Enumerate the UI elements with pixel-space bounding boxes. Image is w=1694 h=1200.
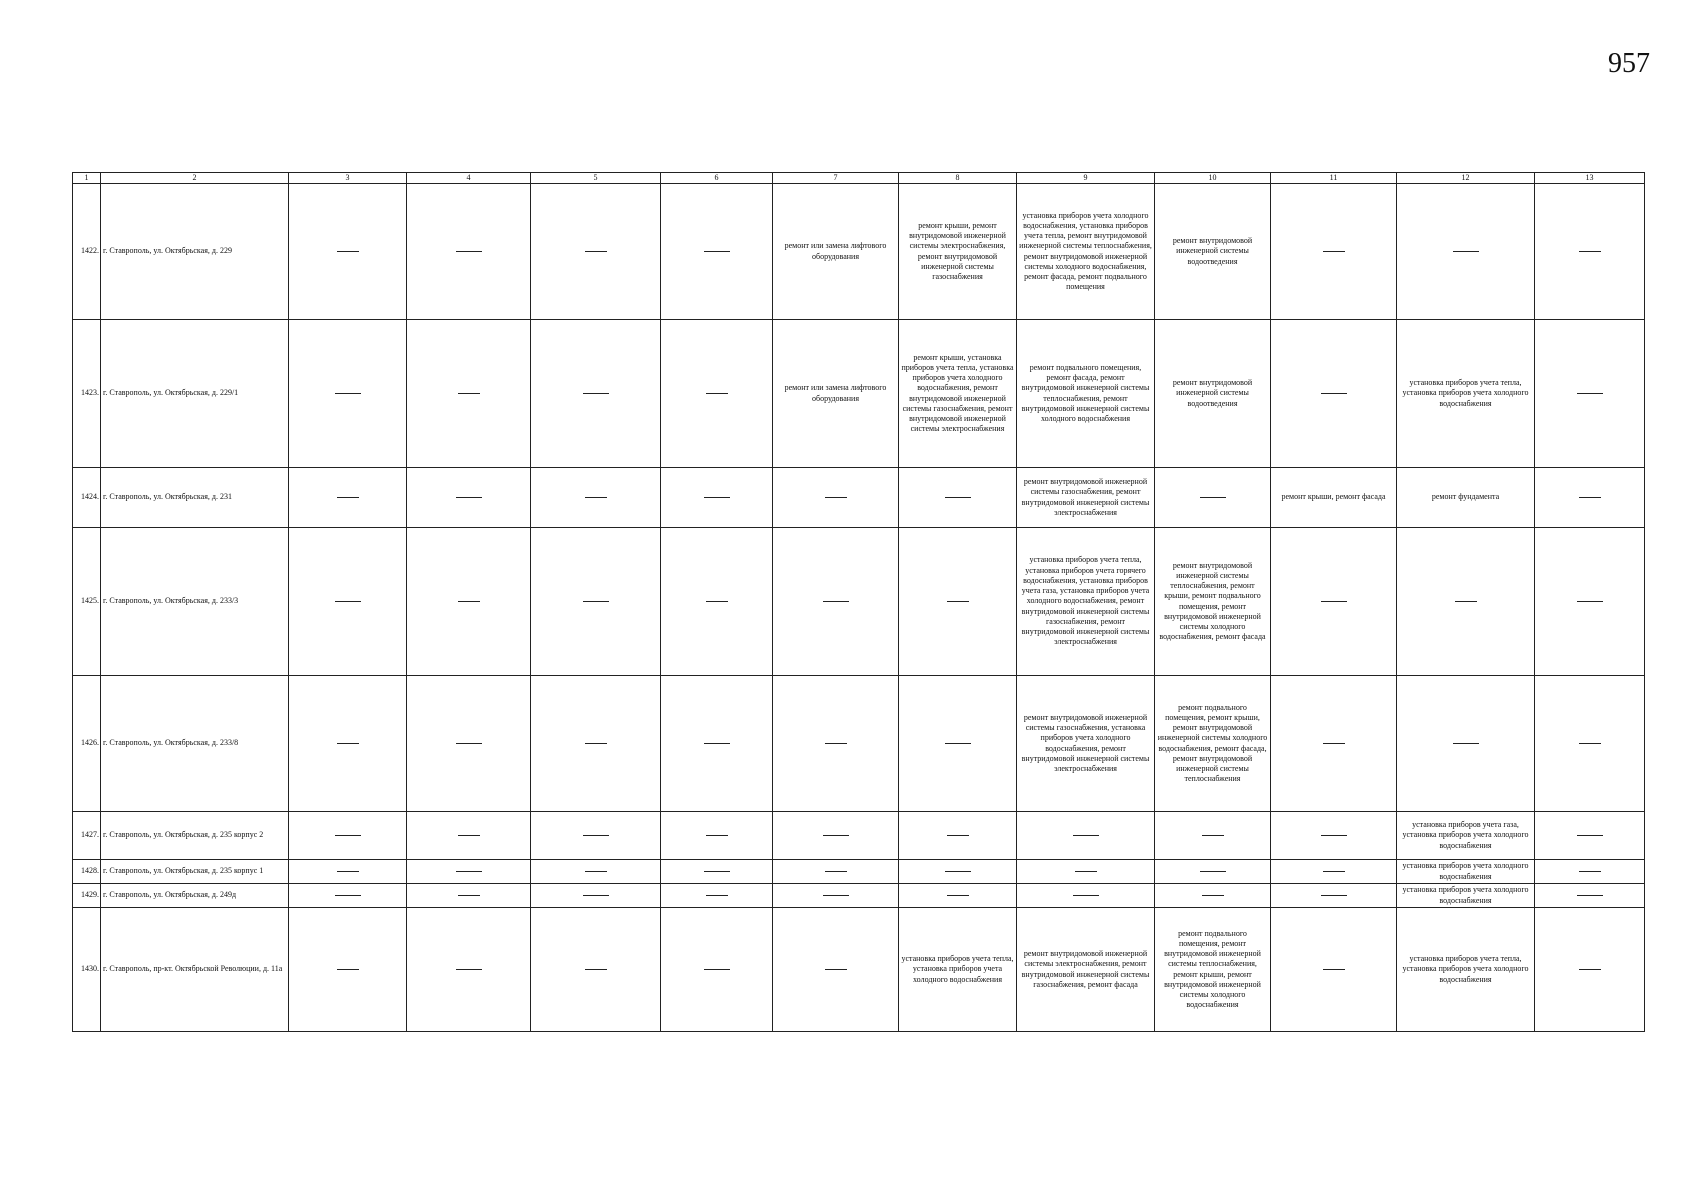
work-cell: ремонт или замена лифтового оборудования <box>773 184 899 320</box>
table-row <box>73 184 1645 320</box>
empty-cell <box>531 884 661 908</box>
empty-cell <box>1155 884 1271 908</box>
column-number-cell: 13 <box>1535 173 1645 184</box>
dash-mark <box>1579 871 1601 872</box>
work-cell: ремонт подвального помещения, ремонт фасада, ремонт внутридомовой инженерной системы теплоснабжения, ремонт внутридомовой инженерной системы холодного водоснабжения <box>1017 320 1155 468</box>
empty-cell <box>531 812 661 860</box>
dash-mark <box>1323 743 1345 744</box>
empty-cell <box>1155 468 1271 528</box>
dash-mark <box>945 871 971 872</box>
address-cell: г. Ставрополь, ул. Октябрьская, д. 249д <box>101 884 289 908</box>
empty-cell <box>1271 812 1397 860</box>
row-number-cell: 1424. <box>73 468 101 528</box>
register-table <box>72 172 1645 1032</box>
dash-mark <box>456 871 482 872</box>
empty-cell <box>1017 884 1155 908</box>
row-number-cell: 1429. <box>73 884 101 908</box>
dash-mark <box>335 835 361 836</box>
empty-cell <box>289 860 407 884</box>
empty-cell <box>661 320 773 468</box>
empty-cell <box>531 468 661 528</box>
dash-mark <box>1323 871 1345 872</box>
empty-cell <box>1397 528 1535 676</box>
dash-mark <box>823 601 849 602</box>
dash-mark <box>456 251 482 252</box>
dash-mark <box>947 895 969 896</box>
work-cell: установка приборов учета тепла, установка приборов учета холодного водоснабжения <box>1397 320 1535 468</box>
empty-cell <box>407 908 531 1032</box>
table-row <box>73 320 1645 468</box>
empty-cell <box>773 528 899 676</box>
dash-mark <box>583 835 609 836</box>
empty-cell <box>1155 860 1271 884</box>
dash-mark <box>585 497 607 498</box>
column-number-cell: 3 <box>289 173 407 184</box>
empty-cell <box>1271 676 1397 812</box>
work-cell: установка приборов учета тепла, установка приборов учета холодного водоснабжения <box>899 908 1017 1032</box>
empty-cell <box>1271 184 1397 320</box>
empty-cell <box>773 884 899 908</box>
column-number-cell: 1 <box>73 173 101 184</box>
empty-cell <box>661 676 773 812</box>
empty-cell <box>289 320 407 468</box>
dash-mark <box>825 497 847 498</box>
dash-mark <box>1073 835 1099 836</box>
dash-mark <box>1075 871 1097 872</box>
empty-cell <box>1535 184 1645 320</box>
dash-mark <box>1577 835 1603 836</box>
work-cell: установка приборов учета холодного водоснабжения <box>1397 884 1535 908</box>
dash-mark <box>1577 393 1603 394</box>
row-number-cell: 1426. <box>73 676 101 812</box>
column-number-cell: 4 <box>407 173 531 184</box>
table-row <box>73 908 1645 1032</box>
dash-mark <box>1073 895 1099 896</box>
empty-cell <box>531 860 661 884</box>
dash-mark <box>1200 497 1226 498</box>
dash-mark <box>458 601 480 602</box>
empty-cell <box>661 860 773 884</box>
work-cell: ремонт внутридомовой инженерной системы водоотведения <box>1155 184 1271 320</box>
empty-cell <box>407 812 531 860</box>
column-number-cell: 11 <box>1271 173 1397 184</box>
work-cell: установка приборов учета тепла, установка приборов учета холодного водоснабжения <box>1397 908 1535 1032</box>
column-number-cell: 8 <box>899 173 1017 184</box>
dash-mark <box>1321 601 1347 602</box>
empty-cell <box>899 860 1017 884</box>
row-number-cell: 1423. <box>73 320 101 468</box>
column-number-cell: 12 <box>1397 173 1535 184</box>
dash-mark <box>825 969 847 970</box>
dash-mark <box>704 871 730 872</box>
dash-mark <box>945 497 971 498</box>
work-cell: ремонт внутридомовой инженерной системы водоотведения <box>1155 320 1271 468</box>
address-cell: г. Ставрополь, ул. Октябрьская, д. 233/8 <box>101 676 289 812</box>
table-row <box>73 860 1645 884</box>
dash-mark <box>704 251 730 252</box>
work-cell: ремонт внутридомовой инженерной системы газоснабжения, ремонт внутридомовой инженерной системы электроснабжения <box>1017 468 1155 528</box>
row-number-cell: 1428. <box>73 860 101 884</box>
dash-mark <box>1321 895 1347 896</box>
empty-cell <box>407 468 531 528</box>
empty-cell <box>407 676 531 812</box>
dash-mark <box>1321 393 1347 394</box>
dash-mark <box>704 969 730 970</box>
row-number-cell: 1430. <box>73 908 101 1032</box>
dash-mark <box>1321 835 1347 836</box>
empty-cell <box>1535 884 1645 908</box>
empty-cell <box>899 528 1017 676</box>
empty-cell <box>1271 884 1397 908</box>
dash-mark <box>823 895 849 896</box>
empty-cell <box>289 884 407 908</box>
dash-mark <box>706 835 728 836</box>
dash-mark <box>945 743 971 744</box>
empty-cell <box>407 528 531 676</box>
address-cell: г. Ставрополь, ул. Октябрьская, д. 235 корпус 1 <box>101 860 289 884</box>
column-number-cell: 6 <box>661 173 773 184</box>
address-cell: г. Ставрополь, ул. Октябрьская, д. 231 <box>101 468 289 528</box>
empty-cell <box>661 528 773 676</box>
work-cell: ремонт подвального помещения, ремонт крыши, ремонт внутридомовой инженерной системы холодного водоснабжения, ремонт фасада, ремонт внутридомовой инженерной системы теплоснабжения <box>1155 676 1271 812</box>
work-cell: ремонт крыши, ремонт внутридомовой инженерной системы электроснабжения, ремонт внутридомовой инженерной системы газоснабжения <box>899 184 1017 320</box>
table-row <box>73 884 1645 908</box>
empty-cell <box>531 320 661 468</box>
dash-mark <box>947 835 969 836</box>
dash-mark <box>585 969 607 970</box>
work-cell: ремонт внутридомовой инженерной системы электроснабжения, ремонт внутридомовой инженерной системы газоснабжения, ремонт фасада <box>1017 908 1155 1032</box>
dash-mark <box>1455 601 1477 602</box>
empty-cell <box>1535 320 1645 468</box>
empty-cell <box>661 184 773 320</box>
dash-mark <box>335 895 361 896</box>
address-cell: г. Ставрополь, ул. Октябрьская, д. 229/1 <box>101 320 289 468</box>
table-row <box>73 528 1645 676</box>
dash-mark <box>1200 871 1226 872</box>
work-cell: ремонт внутридомовой инженерной системы теплоснабжения, ремонт крыши, ремонт подвального помещения, ремонт внутридомовой инженерной системы холодного водоснабжения, ремонт фасада <box>1155 528 1271 676</box>
empty-cell <box>1535 528 1645 676</box>
address-cell: г. Ставрополь, ул. Октябрьская, д. 235 корпус 2 <box>101 812 289 860</box>
empty-cell <box>661 468 773 528</box>
dash-mark <box>585 871 607 872</box>
row-number-cell: 1422. <box>73 184 101 320</box>
dash-mark <box>1453 251 1479 252</box>
empty-cell <box>1535 468 1645 528</box>
dash-mark <box>583 895 609 896</box>
empty-cell <box>407 884 531 908</box>
empty-cell <box>289 908 407 1032</box>
dash-mark <box>337 251 359 252</box>
dash-mark <box>947 601 969 602</box>
empty-cell <box>1271 528 1397 676</box>
page-number: 957 <box>1608 48 1650 79</box>
dash-mark <box>458 835 480 836</box>
empty-cell <box>1397 676 1535 812</box>
dash-mark <box>1202 835 1224 836</box>
dash-mark <box>1202 895 1224 896</box>
column-number-row <box>73 173 1645 184</box>
dash-mark <box>704 743 730 744</box>
empty-cell <box>531 908 661 1032</box>
dash-mark <box>1453 743 1479 744</box>
empty-cell <box>289 676 407 812</box>
empty-cell <box>531 528 661 676</box>
empty-cell <box>899 676 1017 812</box>
work-cell: ремонт крыши, ремонт фасада <box>1271 468 1397 528</box>
empty-cell <box>289 812 407 860</box>
dash-mark <box>335 601 361 602</box>
row-number-cell: 1425. <box>73 528 101 676</box>
empty-cell <box>899 812 1017 860</box>
empty-cell <box>773 812 899 860</box>
empty-cell <box>661 812 773 860</box>
dash-mark <box>706 393 728 394</box>
work-cell: ремонт фундамента <box>1397 468 1535 528</box>
dash-mark <box>706 601 728 602</box>
work-cell: ремонт крыши, установка приборов учета тепла, установка приборов учета холодного водоснабжения, ремонт внутридомовой инженерной системы газоснабжения, ремонт внутридомовой инженерной системы электроснабжения <box>899 320 1017 468</box>
empty-cell <box>289 468 407 528</box>
address-cell: г. Ставрополь, ул. Октябрьская, д. 229 <box>101 184 289 320</box>
dash-mark <box>706 895 728 896</box>
dash-mark <box>585 251 607 252</box>
dash-mark <box>337 743 359 744</box>
column-number-cell: 2 <box>101 173 289 184</box>
empty-cell <box>1271 908 1397 1032</box>
column-number-cell: 5 <box>531 173 661 184</box>
column-number-cell: 10 <box>1155 173 1271 184</box>
table-row <box>73 676 1645 812</box>
row-number-cell: 1427. <box>73 812 101 860</box>
empty-cell <box>531 184 661 320</box>
work-cell: установка приборов учета холодного водоснабжения <box>1397 860 1535 884</box>
empty-cell <box>407 184 531 320</box>
dash-mark <box>1579 251 1601 252</box>
empty-cell <box>773 468 899 528</box>
dash-mark <box>825 743 847 744</box>
dash-mark <box>458 393 480 394</box>
work-cell: установка приборов учета холодного водоснабжения, установка приборов учета тепла, ремонт внутридомовой инженерной системы теплоснабжения, ремонт внутридомовой инженерной системы холодного водоснабжения, ремонт фасада, ремонт подвального помещения <box>1017 184 1155 320</box>
work-cell: ремонт или замена лифтового оборудования <box>773 320 899 468</box>
dash-mark <box>1323 969 1345 970</box>
dash-mark <box>1579 743 1601 744</box>
dash-mark <box>823 835 849 836</box>
dash-mark <box>583 393 609 394</box>
dash-mark <box>1323 251 1345 252</box>
empty-cell <box>661 908 773 1032</box>
empty-cell <box>1155 812 1271 860</box>
empty-cell <box>1535 676 1645 812</box>
empty-cell <box>773 676 899 812</box>
empty-cell <box>1535 860 1645 884</box>
empty-cell <box>407 860 531 884</box>
dash-mark <box>335 393 361 394</box>
work-cell: установка приборов учета тепла, установка приборов учета горячего водоснабжения, установка приборов учета газа, установка приборов учета холодного водоснабжения, ремонт внутридомовой инженерной системы газоснабжения, ремонт внутридомовой инженерной системы электроснабжения <box>1017 528 1155 676</box>
empty-cell <box>289 528 407 676</box>
dash-mark <box>337 497 359 498</box>
work-cell: установка приборов учета газа, установка приборов учета холодного водоснабжения <box>1397 812 1535 860</box>
dash-mark <box>1577 895 1603 896</box>
empty-cell <box>661 884 773 908</box>
dash-mark <box>1579 497 1601 498</box>
dash-mark <box>337 871 359 872</box>
empty-cell <box>289 184 407 320</box>
empty-cell <box>1535 812 1645 860</box>
dash-mark <box>456 743 482 744</box>
table-row <box>73 812 1645 860</box>
dash-mark <box>1579 969 1601 970</box>
empty-cell <box>773 908 899 1032</box>
empty-cell <box>773 860 899 884</box>
dash-mark <box>1577 601 1603 602</box>
dash-mark <box>458 895 480 896</box>
dash-mark <box>825 871 847 872</box>
dash-mark <box>456 497 482 498</box>
work-cell: ремонт подвального помещения, ремонт внутридомовой инженерной системы теплоснабжения, ремонт крыши, ремонт внутридомовой инженерной системы холодного водоснабжения <box>1155 908 1271 1032</box>
empty-cell <box>1397 184 1535 320</box>
empty-cell <box>899 468 1017 528</box>
column-number-cell: 7 <box>773 173 899 184</box>
empty-cell <box>1535 908 1645 1032</box>
column-number-cell: 9 <box>1017 173 1155 184</box>
empty-cell <box>1271 320 1397 468</box>
empty-cell <box>531 676 661 812</box>
empty-cell <box>899 884 1017 908</box>
dash-mark <box>456 969 482 970</box>
address-cell: г. Ставрополь, пр-кт. Октябрьской Революции, д. 11а <box>101 908 289 1032</box>
table-row <box>73 468 1645 528</box>
dash-mark <box>585 743 607 744</box>
dash-mark <box>337 969 359 970</box>
dash-mark <box>704 497 730 498</box>
empty-cell <box>1017 812 1155 860</box>
address-cell: г. Ставрополь, ул. Октябрьская, д. 233/3 <box>101 528 289 676</box>
empty-cell <box>407 320 531 468</box>
work-cell: ремонт внутридомовой инженерной системы газоснабжения, установка приборов учета холодного водоснабжения, ремонт внутридомовой инженерной системы электроснабжения <box>1017 676 1155 812</box>
empty-cell <box>1271 860 1397 884</box>
empty-cell <box>1017 860 1155 884</box>
dash-mark <box>583 601 609 602</box>
